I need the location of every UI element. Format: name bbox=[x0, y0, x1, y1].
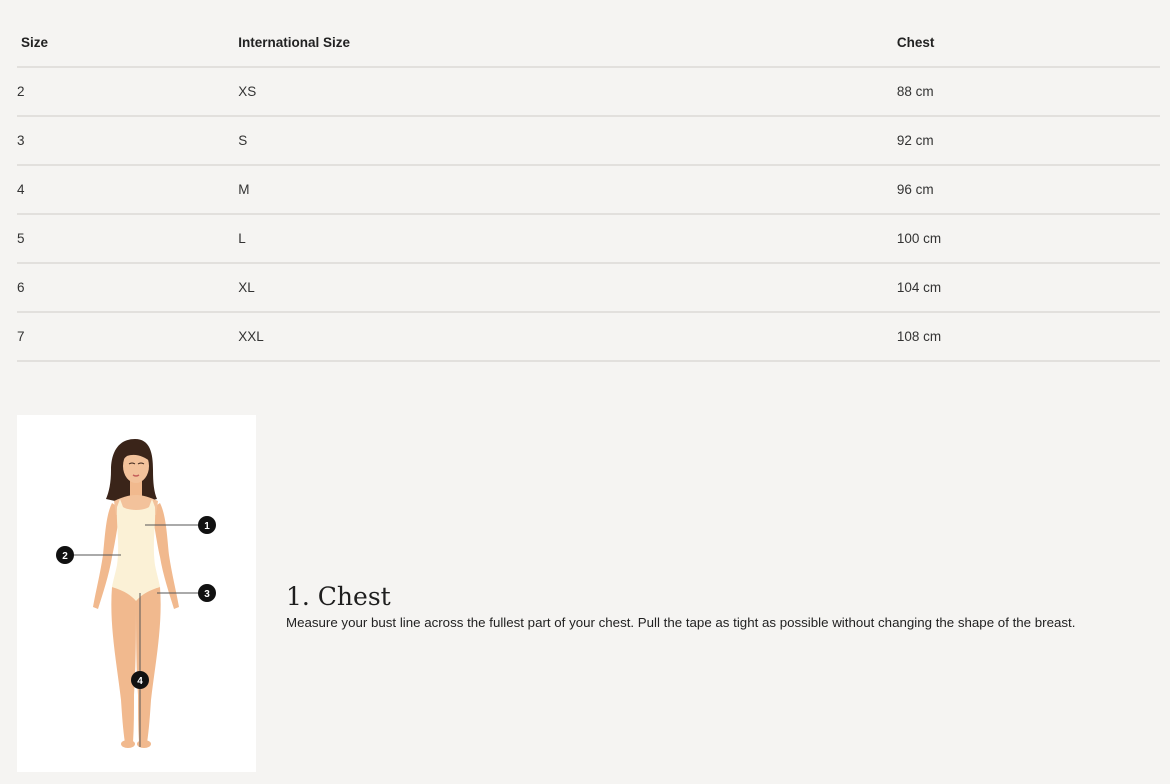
cell-size: 4 bbox=[17, 165, 238, 214]
cell-chest: 88 cm bbox=[897, 67, 1160, 116]
table-row bbox=[17, 214, 1160, 263]
table-row bbox=[17, 67, 1160, 116]
svg-text:4: 4 bbox=[137, 676, 143, 687]
cell-size: 6 bbox=[17, 263, 238, 312]
measurement-instruction bbox=[286, 581, 1170, 632]
header-size: Size bbox=[17, 18, 238, 67]
cell-size: 3 bbox=[17, 116, 238, 165]
cell-chest: 92 cm bbox=[897, 116, 1160, 165]
table-row bbox=[17, 116, 1160, 165]
cell-size: 2 bbox=[17, 67, 238, 116]
cell-chest: 108 cm bbox=[897, 312, 1160, 361]
measurement-title: 1. Chest bbox=[286, 582, 391, 611]
marker-1-icon bbox=[198, 516, 216, 534]
cell-international-size: S bbox=[238, 116, 897, 165]
cell-chest: 96 cm bbox=[897, 165, 1160, 214]
table-header-row bbox=[17, 18, 1160, 67]
body-illustration bbox=[17, 415, 256, 772]
cell-international-size: M bbox=[238, 165, 897, 214]
cell-international-size: XXL bbox=[238, 312, 897, 361]
marker-2-icon bbox=[56, 546, 74, 564]
measurement-guide-figure bbox=[17, 415, 256, 772]
cell-international-size: XS bbox=[238, 67, 897, 116]
cell-size: 5 bbox=[17, 214, 238, 263]
marker-4-icon bbox=[131, 671, 149, 689]
cell-international-size: L bbox=[238, 214, 897, 263]
cell-international-size: XL bbox=[238, 263, 897, 312]
header-chest: Chest bbox=[897, 18, 1160, 67]
size-chart-table bbox=[17, 18, 1160, 362]
cell-chest: 100 cm bbox=[897, 214, 1160, 263]
marker-3-icon bbox=[198, 584, 216, 602]
table-row bbox=[17, 263, 1160, 312]
svg-text:3: 3 bbox=[204, 589, 210, 600]
svg-text:2: 2 bbox=[62, 551, 68, 562]
table-row bbox=[17, 312, 1160, 361]
svg-text:1: 1 bbox=[204, 521, 210, 532]
cell-size: 7 bbox=[17, 312, 238, 361]
table-row bbox=[17, 165, 1160, 214]
header-international-size: International Size bbox=[238, 18, 897, 67]
cell-chest: 104 cm bbox=[897, 263, 1160, 312]
measurement-description: Measure your bust line across the fullest part of your chest. Pull the tape as tight as possible without changing the shape of the breast. bbox=[286, 615, 1076, 630]
